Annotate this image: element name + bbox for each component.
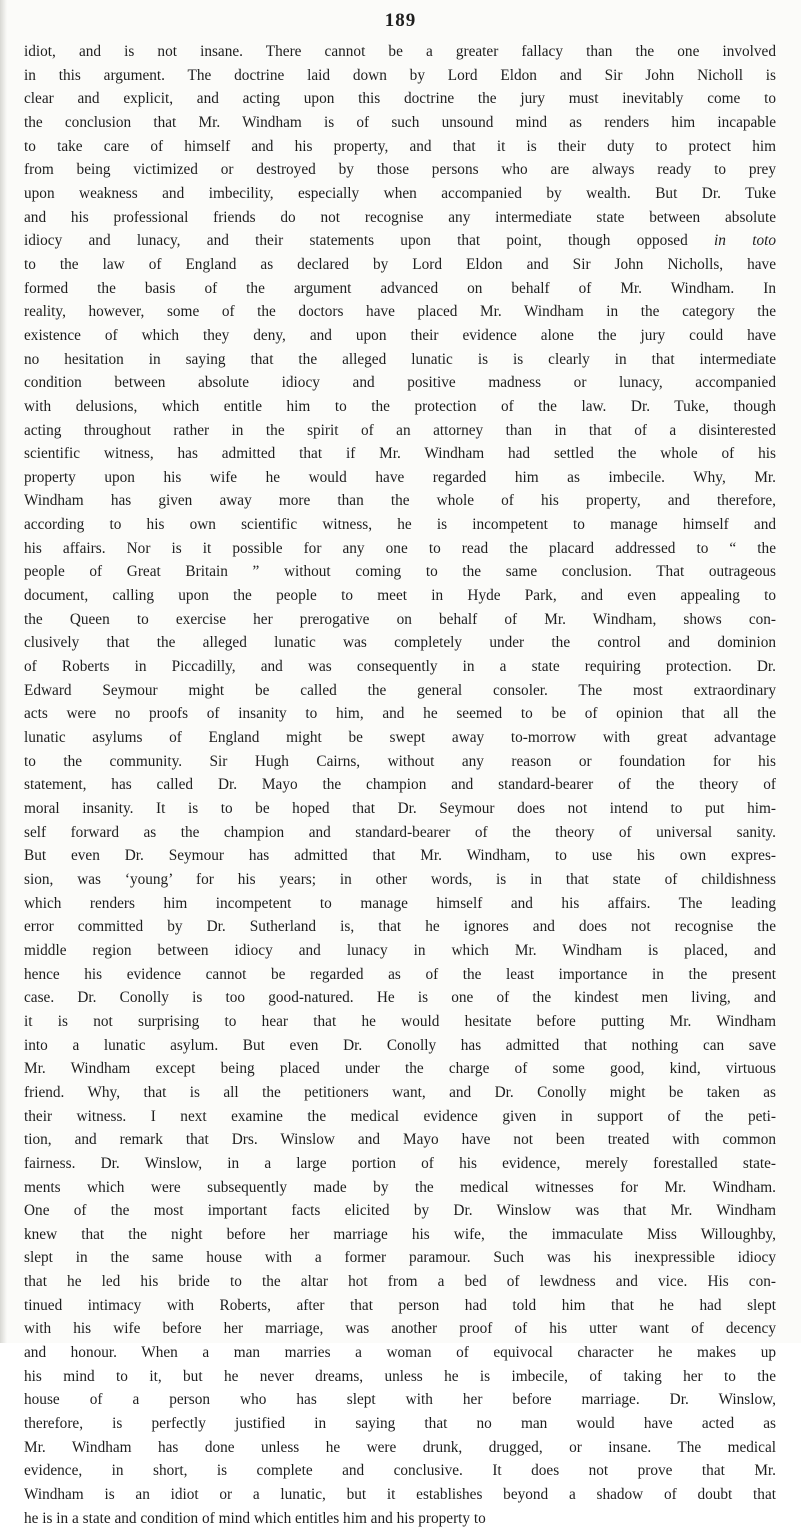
text-line: with his wife before her marriage, was another proof of his utter want of decency <box>24 1320 776 1338</box>
text-line: error committed by Dr. Sutherland is, that he ignores and does not recognise the <box>24 918 776 936</box>
page-number: 189 <box>384 10 417 31</box>
text-line: and honour. When a man marries a woman of equivocal character he makes up <box>24 1344 776 1362</box>
text-line: acts were no proofs of insanity to him, and he seemed to be of opinion that all the <box>24 705 776 723</box>
text-line: Mr. Windham has done unless he were drunk, drugged, or insane. The medical <box>24 1438 776 1456</box>
text-line: the conclusion that Mr. Windham is of such unsound mind as renders him incapable <box>24 113 776 131</box>
text-line: statement, has called Dr. Mayo the champion and standard-bearer of the theory of <box>24 776 776 794</box>
text-line: his mind to it, but he never dreams, unless he is imbecile, of taking her to the <box>24 1367 776 1385</box>
text-line: Windham is an idiot or a lunatic, but it establishes beyond a shadow of doubt that <box>24 1486 776 1504</box>
text-line: according to his own scientific witness, he is incompetent to manage himself and <box>24 516 776 534</box>
text-line: idiot, and is not insane. There cannot be a greater fallacy than the one involved <box>24 43 776 60</box>
text-line: in this argument. The doctrine laid down by Lord Eldon and Sir John Nicholl is <box>24 66 776 84</box>
text-line: reality, however, some of the doctors have placed Mr. Windham in the category the <box>24 303 776 321</box>
text-line: no hesitation in saying that the alleged lunatic is is clearly in that intermediate <box>24 350 776 368</box>
text-line: he is in a state and condition of mind which entitles him and his property to <box>24 1509 486 1527</box>
text-line: sion, was ‘young’ for his years; in other words, is in that state of childishness <box>24 870 776 888</box>
text-line: from being victimized or destroyed by those persons who are always ready to prey <box>24 161 776 179</box>
text-line: knew that the night before her marriage his wife, the immaculate Miss Willoughby, <box>24 1225 776 1243</box>
text-line: Windham has given away more than the whole of his property, and therefore, <box>24 492 776 510</box>
text-line: clear and explicit, and acting upon this doctrine the jury must inevitably come to <box>24 90 776 108</box>
text-line: into a lunatic asylum. But even Dr. Conolly has admitted that nothing can save <box>24 1036 776 1054</box>
text-line: house of a person who has slept with her before marriage. Dr. Winslow, <box>24 1391 776 1409</box>
text-line: case. Dr. Conolly is too good-natured. He is one of the kindest men living, and <box>24 989 776 1007</box>
text-line: to the community. Sir Hugh Cairns, without any reason or foundation for his <box>24 752 776 770</box>
text-line: One of the most important facts elicited by Dr. Winslow was that Mr. Windham <box>24 1202 776 1220</box>
text-line: Mr. Windham except being placed under the charge of some good, kind, virtuous <box>24 1060 776 1078</box>
text-line: middle region between idiocy and lunacy in which Mr. Windham is placed, and <box>24 941 776 959</box>
text-line: moral insanity. It is to be hoped that Dr. Seymour does not intend to put him- <box>24 800 776 817</box>
text-line: property upon his wife he would have regarded him as imbecile. Why, Mr. <box>24 468 776 486</box>
text-line: Edward Seymour might be called the general consoler. The most extraordinary <box>24 681 776 699</box>
text-line: friend. Why, that is all the petitioners want, and Dr. Conolly might be taken as <box>24 1083 776 1101</box>
text-line: fairness. Dr. Winslow, in a large portion of his evidence, merely forestalled state- <box>24 1154 776 1172</box>
text-line: condition between absolute idiocy and positive madness or lunacy, accompanied <box>24 374 776 392</box>
text-line: self forward as the champion and standard-bearer of the theory of universal sanity. <box>24 823 776 841</box>
text-line: and his professional friends do not recognise any intermediate state between absolute <box>24 208 776 226</box>
page-binding-shadow <box>0 0 7 1343</box>
text-line: document, calling upon the people to meet in Hyde Park, and even appealing to <box>24 587 776 605</box>
text-line: the Queen to exercise her prerogative on behalf of Mr. Windham, shows con- <box>24 610 776 628</box>
text-line: that he led his bride to the altar hot from a bed of lewdness and vice. His con- <box>24 1273 776 1291</box>
text-line: of Roberts in Piccadilly, and was consequently in a state requiring protection. Dr. <box>24 658 776 676</box>
body-text <box>24 40 776 1530</box>
text-line: slept in the same house with a former paramour. Such was his inexpressible idiocy <box>24 1249 776 1267</box>
text-line: their witness. I next examine the medical evidence given in support of the peti- <box>24 1107 776 1125</box>
text-line: people of Great Britain ” without coming to the same conclusion. That outrageous <box>24 563 776 581</box>
text-line: his affairs. Nor is it possible for any one to read the placard addressed to “ the <box>24 539 776 557</box>
text-line: which renders him incompetent to manage himself and his affairs. The leading <box>24 894 776 912</box>
text-line: scientific witness, has admitted that if Mr. Windham had settled the whole of his <box>24 445 776 463</box>
text-line: therefore, is perfectly justified in saying that no man would have acted as <box>24 1415 776 1433</box>
text-line: ments which were subsequently made by the medical witnesses for Mr. Windham. <box>24 1178 776 1196</box>
text-line: formed the basis of the argument advanced on behalf of Mr. Windham. In <box>24 279 776 297</box>
text-line: to the law of England as declared by Lord Eldon and Sir John Nicholls, have <box>24 255 776 273</box>
text-line: hence his evidence cannot be regarded as of the least importance in the present <box>24 965 776 983</box>
text-line: lunatic asylums of England might be swept away to-morrow with great advantage <box>24 729 776 747</box>
text-line: clusively that the alleged lunatic was completely under the control and dominion <box>24 634 776 652</box>
text-line: idiocy and lunacy, and their statements upon that point, though opposed in toto <box>24 232 776 250</box>
text-line: evidence, in short, is complete and conclusive. It does not prove that Mr. <box>24 1462 776 1480</box>
text-line: tinued intimacy with Roberts, after that person had told him that he had slept <box>24 1296 776 1314</box>
text-line: it is not surprising to hear that he would hesitate before putting Mr. Windham <box>24 1012 776 1030</box>
text-line: to take care of himself and his property, and that it is their duty to protect him <box>24 137 776 155</box>
text-line: acting throughout rather in the spirit of an attorney than in that of a disinterested <box>24 421 776 439</box>
text-line: tion, and remark that Drs. Winslow and Mayo have not been treated with common <box>24 1131 776 1149</box>
text-line: But even Dr. Seymour has admitted that Mr. Windham, to use his own expres- <box>24 847 776 865</box>
text-line: with delusions, which entitle him to the protection of the law. Dr. Tuke, though <box>24 397 776 415</box>
text-line: upon weakness and imbecility, especially when accompanied by wealth. But Dr. Tuke <box>24 184 776 202</box>
text-line: existence of which they deny, and upon their evidence alone the jury could have <box>24 326 776 344</box>
